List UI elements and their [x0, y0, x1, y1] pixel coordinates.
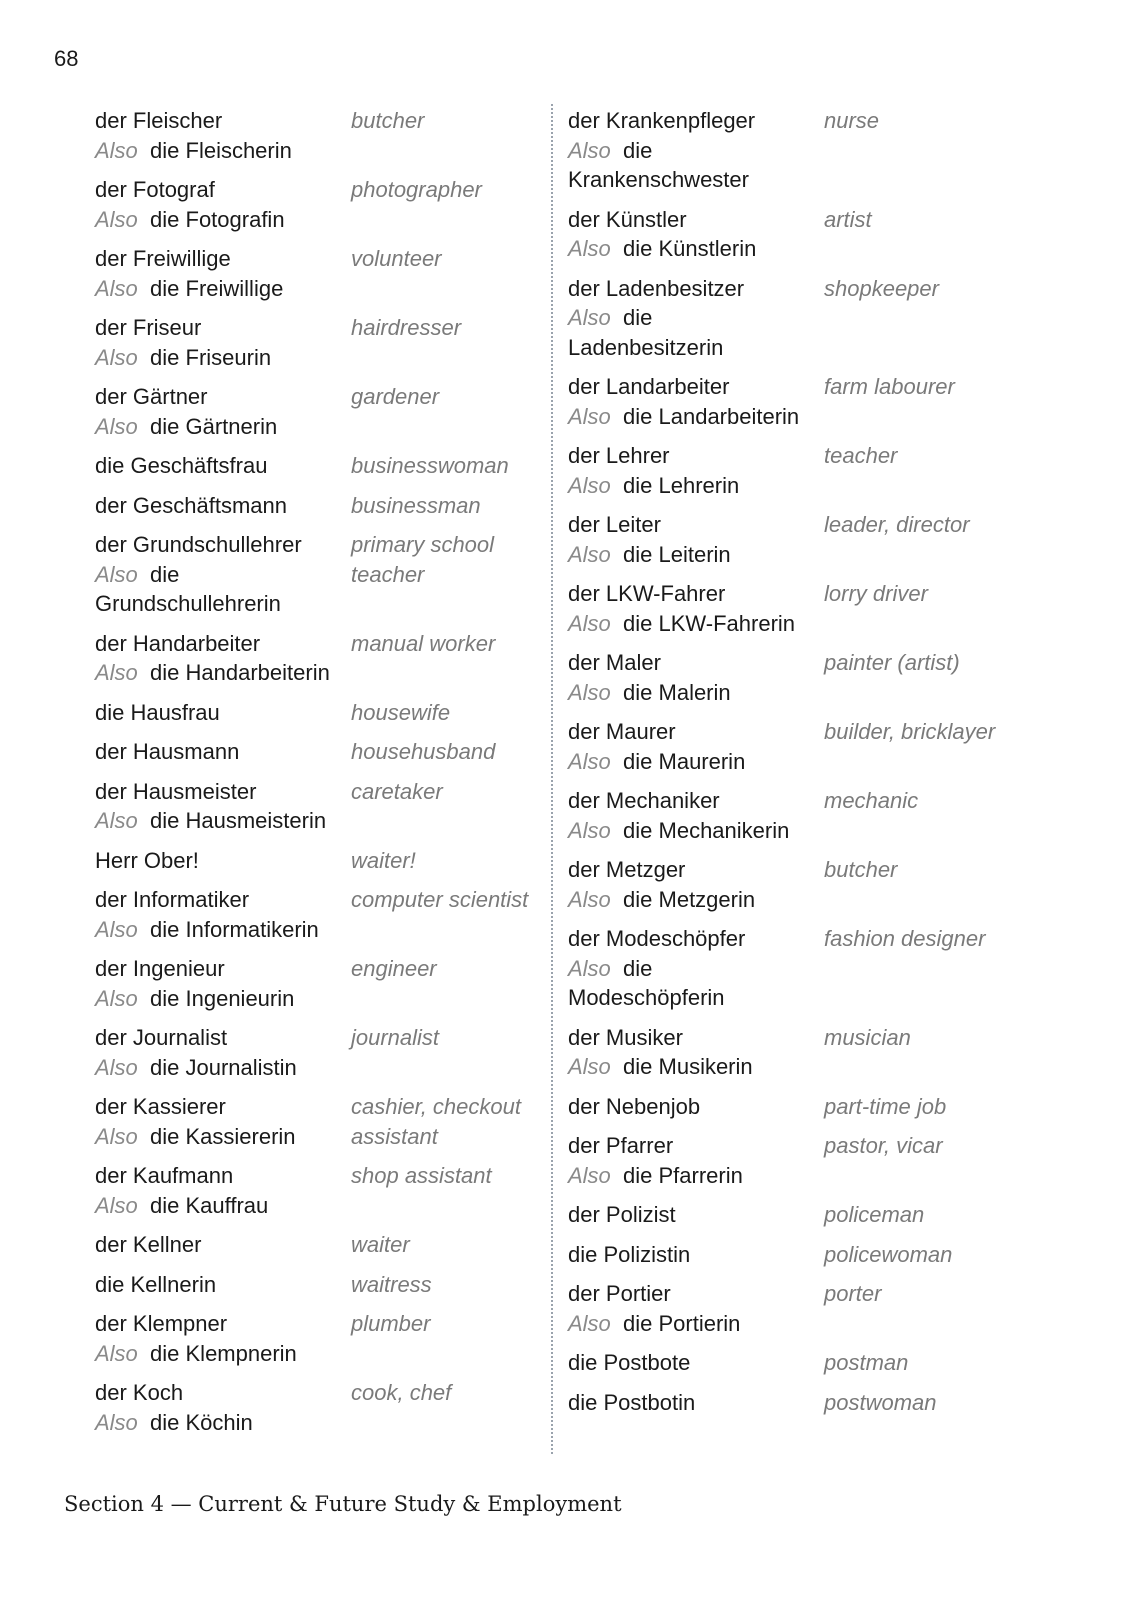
- term-text: der Polizist: [568, 1202, 676, 1227]
- english-translation: farm labourer: [824, 374, 955, 399]
- vocab-entry: [568, 786, 1038, 845]
- term-text: die Musikerin: [623, 1054, 753, 1079]
- also-label: Also: [95, 1123, 138, 1149]
- term-text: der Krankenpfleger: [568, 108, 756, 133]
- feminine-form: [95, 274, 545, 304]
- feminine-form: [568, 747, 1038, 777]
- vocab-entry: [95, 629, 545, 688]
- english-translation: journalist: [351, 1025, 440, 1050]
- also-label: Also: [568, 679, 611, 705]
- vocab-entry: [95, 698, 545, 728]
- term-text: die: [623, 137, 653, 163]
- also-label: Also: [568, 748, 611, 774]
- vocab-entry: [568, 1348, 1038, 1378]
- term-text: die Freiwillige: [150, 275, 284, 301]
- english-translation: builder, bricklayer: [824, 719, 996, 744]
- term-text: Ladenbesitzerin: [568, 334, 724, 360]
- vocab-entry: [568, 1279, 1038, 1338]
- vocab-entry: [95, 954, 545, 1013]
- vocab-entry: [568, 648, 1038, 707]
- term-text: der Ingenieur: [95, 956, 225, 981]
- term-text: der Ladenbesitzer: [568, 275, 745, 301]
- also-label: Also: [95, 1192, 138, 1218]
- feminine-form: [95, 984, 545, 1014]
- term-text: der Geschäftsmann: [95, 492, 287, 518]
- feminine-form: [568, 678, 1038, 708]
- vocab-entry: [95, 530, 545, 619]
- term-text: der Lehrer: [568, 443, 670, 468]
- feminine-form: [95, 205, 545, 235]
- also-label: Also: [568, 541, 611, 567]
- term-text: der Friseur: [95, 315, 202, 340]
- term-text: die Gärtnerin: [150, 413, 278, 439]
- also-label: Also: [95, 206, 138, 232]
- term-text: der Gärtner: [95, 384, 208, 409]
- vocab-entry: [95, 451, 545, 481]
- column-divider: [551, 104, 553, 1454]
- english-translation: leader, director: [824, 512, 970, 537]
- term-text: die Friseurin: [150, 344, 272, 370]
- english-translation: businessman: [351, 492, 481, 518]
- english-translation: teacher: [824, 443, 898, 468]
- feminine-form: [568, 540, 1038, 570]
- also-label: Also: [568, 886, 611, 912]
- page-number: 68: [54, 46, 79, 71]
- term-text: die Ingenieurin: [150, 985, 295, 1011]
- term-text: der Pfarrer: [568, 1133, 674, 1158]
- term-text: die Postbote: [568, 1350, 691, 1375]
- term-text: die Postbotin: [568, 1389, 696, 1415]
- german-term: [568, 983, 1038, 1013]
- feminine-form: [568, 1052, 1038, 1082]
- term-text: die Handarbeiterin: [150, 660, 330, 685]
- english-translation: hairdresser: [351, 315, 462, 340]
- vocab-entry: [568, 1131, 1038, 1190]
- feminine-form: [568, 885, 1038, 915]
- term-text: der Portier: [568, 1281, 671, 1306]
- term-text: die Informatikerin: [150, 916, 319, 942]
- english-translation: caretaker: [351, 778, 443, 804]
- feminine-form: [95, 1339, 545, 1369]
- term-text: der Kellner: [95, 1232, 202, 1257]
- also-label: Also: [95, 985, 138, 1011]
- term-text: der Informatiker: [95, 887, 250, 912]
- vocab-entry: [568, 510, 1038, 569]
- vocab-entry: [95, 777, 545, 836]
- feminine-form: [95, 1191, 545, 1221]
- english-translation: shop assistant: [351, 1163, 492, 1188]
- also-label: Also: [568, 236, 611, 261]
- feminine-form: [568, 609, 1038, 639]
- term-text: Grundschullehrerin: [95, 591, 281, 616]
- feminine-form: [95, 343, 545, 373]
- term-text: der Hausmeister: [95, 778, 257, 804]
- also-label: Also: [95, 1409, 138, 1435]
- vocab-entry: [95, 885, 545, 944]
- term-text: die Landarbeiterin: [623, 403, 800, 429]
- term-text: der Musiker: [568, 1024, 683, 1050]
- vocab-entry: [95, 175, 545, 234]
- also-label: Also: [568, 1310, 611, 1336]
- feminine-form: [568, 1161, 1038, 1191]
- vocab-entry: [95, 244, 545, 303]
- term-text: der Landarbeiter: [568, 374, 730, 399]
- english-translation: mechanic: [824, 788, 919, 813]
- english-translation: gardener: [351, 384, 440, 409]
- english-translation: policeman: [824, 1202, 925, 1227]
- vocab-entry: [95, 737, 545, 767]
- german-term: [568, 333, 1038, 363]
- term-text: die: [623, 955, 653, 981]
- vocab-entry: [95, 1230, 545, 1260]
- vocab-entry: [95, 106, 545, 165]
- term-text: die Fotografin: [150, 206, 285, 232]
- english-translation: nurse: [824, 108, 880, 133]
- vocab-entry: [568, 1092, 1038, 1122]
- feminine-form: [95, 806, 545, 836]
- vocab-column-right: [568, 106, 1038, 1427]
- term-text: die Malerin: [623, 679, 731, 705]
- term-text: der Journalist: [95, 1025, 228, 1050]
- english-translation: waiter!: [351, 847, 416, 873]
- vocab-entry: [568, 717, 1038, 776]
- term-text: der Kaufmann: [95, 1163, 234, 1188]
- term-text: die Mechanikerin: [623, 817, 790, 843]
- feminine-form: [568, 1309, 1038, 1339]
- term-text: der Metzger: [568, 857, 686, 882]
- term-text: die Leiterin: [623, 541, 731, 567]
- term-text: die Kauffrau: [150, 1192, 269, 1218]
- vocab-entry: [95, 1092, 545, 1151]
- vocab-entry: [95, 382, 545, 441]
- also-label: Also: [568, 305, 611, 330]
- section-footer: Section 4 — Current & Future Study & Employment: [64, 1492, 622, 1516]
- also-label: Also: [568, 955, 611, 981]
- term-text: der Fleischer: [95, 108, 223, 133]
- english-translation: waiter: [351, 1232, 410, 1257]
- term-text: der Freiwillige: [95, 246, 231, 271]
- also-label: Also: [95, 660, 138, 685]
- feminine-form: [568, 471, 1038, 501]
- term-text: der Modeschöpfer: [568, 926, 746, 951]
- english-translation: policewoman: [824, 1241, 953, 1267]
- term-text: der Kassierer: [95, 1094, 226, 1119]
- term-text: der Grundschullehrer: [95, 532, 302, 557]
- english-translation: housewife: [351, 699, 451, 725]
- vocab-entry: [568, 441, 1038, 500]
- term-text: der Koch: [95, 1380, 184, 1405]
- english-translation: musician: [824, 1024, 911, 1050]
- term-text: der Nebenjob: [568, 1093, 701, 1119]
- vocab-entry: [568, 106, 1038, 195]
- english-translation: part-time job: [824, 1093, 947, 1119]
- vocab-entry: [568, 579, 1038, 638]
- term-text: der Maurer: [568, 719, 676, 744]
- english-translation: househusband: [351, 739, 496, 764]
- english-translation: pastor, vicar: [824, 1133, 943, 1158]
- also-label: Also: [568, 472, 611, 498]
- feminine-form: [95, 1053, 545, 1083]
- vocab-entry: [568, 1023, 1038, 1082]
- term-text: die Hausmeisterin: [150, 808, 327, 833]
- term-text: der Mechaniker: [568, 788, 720, 813]
- term-text: die Kassiererin: [150, 1123, 296, 1149]
- also-label: Also: [568, 817, 611, 843]
- vocab-entry: [95, 1270, 545, 1300]
- term-text: der Maler: [568, 650, 661, 675]
- term-text: die Journalistin: [150, 1054, 297, 1080]
- term-text: die Maurerin: [623, 748, 746, 774]
- english-translation: engineer: [351, 956, 437, 981]
- english-translation: computer scientist: [351, 887, 529, 912]
- german-term: [95, 589, 545, 619]
- also-label: Also: [568, 1162, 611, 1188]
- vocab-entry: [568, 274, 1038, 363]
- english-translation: butcher: [351, 108, 425, 133]
- term-text: die: [150, 561, 180, 587]
- term-text: die Portierin: [623, 1310, 741, 1336]
- vocab-entry: [95, 491, 545, 521]
- term-text: die Klempnerin: [150, 1340, 297, 1366]
- feminine-form: [568, 234, 1038, 264]
- vocab-entry: [95, 313, 545, 372]
- also-label: Also: [95, 275, 138, 301]
- vocab-entry: [95, 846, 545, 876]
- vocab-entry: [95, 1161, 545, 1220]
- feminine-form: [568, 954, 1038, 984]
- term-text: die Geschäftsfrau: [95, 453, 268, 478]
- vocab-entry: [568, 205, 1038, 264]
- term-text: die Pfarrerin: [623, 1162, 743, 1188]
- english-translation: painter (artist): [824, 650, 960, 675]
- also-label: Also: [95, 137, 138, 163]
- term-text: Modeschöpferin: [568, 985, 725, 1010]
- feminine-form: [95, 1408, 545, 1438]
- term-text: der Leiter: [568, 512, 661, 537]
- term-text: der LKW-Fahrer: [568, 581, 726, 606]
- vocab-entry: [568, 855, 1038, 914]
- vocab-entry: [95, 1023, 545, 1082]
- feminine-form: [95, 658, 545, 688]
- english-translation: porter: [824, 1281, 882, 1306]
- term-text: Krankenschwester: [568, 167, 749, 192]
- german-term: [568, 165, 1038, 195]
- english-translation: shopkeeper: [824, 275, 939, 301]
- english-translation: primary school teacher: [351, 532, 495, 587]
- vocab-column-left: [95, 106, 545, 1447]
- feminine-form: [95, 136, 545, 166]
- also-label: Also: [95, 413, 138, 439]
- term-text: die Polizistin: [568, 1241, 691, 1267]
- term-text: die Hausfrau: [95, 699, 220, 725]
- english-translation: waitress: [351, 1271, 432, 1297]
- also-label: Also: [95, 561, 138, 587]
- english-translation: artist: [824, 206, 872, 232]
- also-label: Also: [568, 610, 611, 636]
- english-translation: businesswoman: [351, 453, 509, 478]
- term-text: die Lehrerin: [623, 472, 740, 498]
- also-label: Also: [95, 916, 138, 942]
- also-label: Also: [568, 137, 611, 163]
- term-text: der Künstler: [568, 206, 687, 232]
- feminine-form: [568, 136, 1038, 166]
- also-label: Also: [568, 1054, 611, 1079]
- term-text: die Köchin: [150, 1409, 253, 1435]
- feminine-form: [568, 402, 1038, 432]
- term-text: die Kellnerin: [95, 1271, 217, 1297]
- english-translation: manual worker: [351, 630, 496, 656]
- english-translation: butcher: [824, 857, 898, 882]
- also-label: Also: [95, 1054, 138, 1080]
- english-translation: plumber: [351, 1311, 431, 1336]
- also-label: Also: [568, 403, 611, 429]
- also-label: Also: [95, 808, 138, 833]
- feminine-form: [95, 412, 545, 442]
- vocab-entry: [568, 1388, 1038, 1418]
- also-label: Also: [95, 344, 138, 370]
- term-text: die LKW-Fahrerin: [623, 610, 796, 636]
- english-translation: photographer: [351, 177, 482, 202]
- vocab-entry: [568, 924, 1038, 1013]
- feminine-form: [568, 303, 1038, 333]
- english-translation: postwoman: [824, 1389, 937, 1415]
- term-text: der Hausmann: [95, 739, 240, 764]
- also-label: Also: [95, 1340, 138, 1366]
- feminine-form: [568, 816, 1038, 846]
- english-translation: volunteer: [351, 246, 442, 271]
- term-text: der Fotograf: [95, 177, 215, 202]
- english-translation: cashier, checkout assistant: [351, 1094, 521, 1149]
- vocab-entry: [568, 1200, 1038, 1230]
- english-translation: postman: [824, 1350, 909, 1375]
- term-text: die Künstlerin: [623, 236, 757, 261]
- term-text: die: [623, 305, 653, 330]
- vocab-entry: [568, 372, 1038, 431]
- english-translation: cook, chef: [351, 1380, 452, 1405]
- vocab-entry: [95, 1378, 545, 1437]
- feminine-form: [95, 915, 545, 945]
- english-translation: lorry driver: [824, 581, 928, 606]
- term-text: der Handarbeiter: [95, 630, 261, 656]
- term-text: die Fleischerin: [150, 137, 292, 163]
- vocab-entry: [95, 1309, 545, 1368]
- term-text: Herr Ober!: [95, 847, 199, 873]
- vocab-entry: [568, 1240, 1038, 1270]
- english-translation: fashion designer: [824, 926, 986, 951]
- term-text: die Metzgerin: [623, 886, 756, 912]
- term-text: der Klempner: [95, 1311, 228, 1336]
